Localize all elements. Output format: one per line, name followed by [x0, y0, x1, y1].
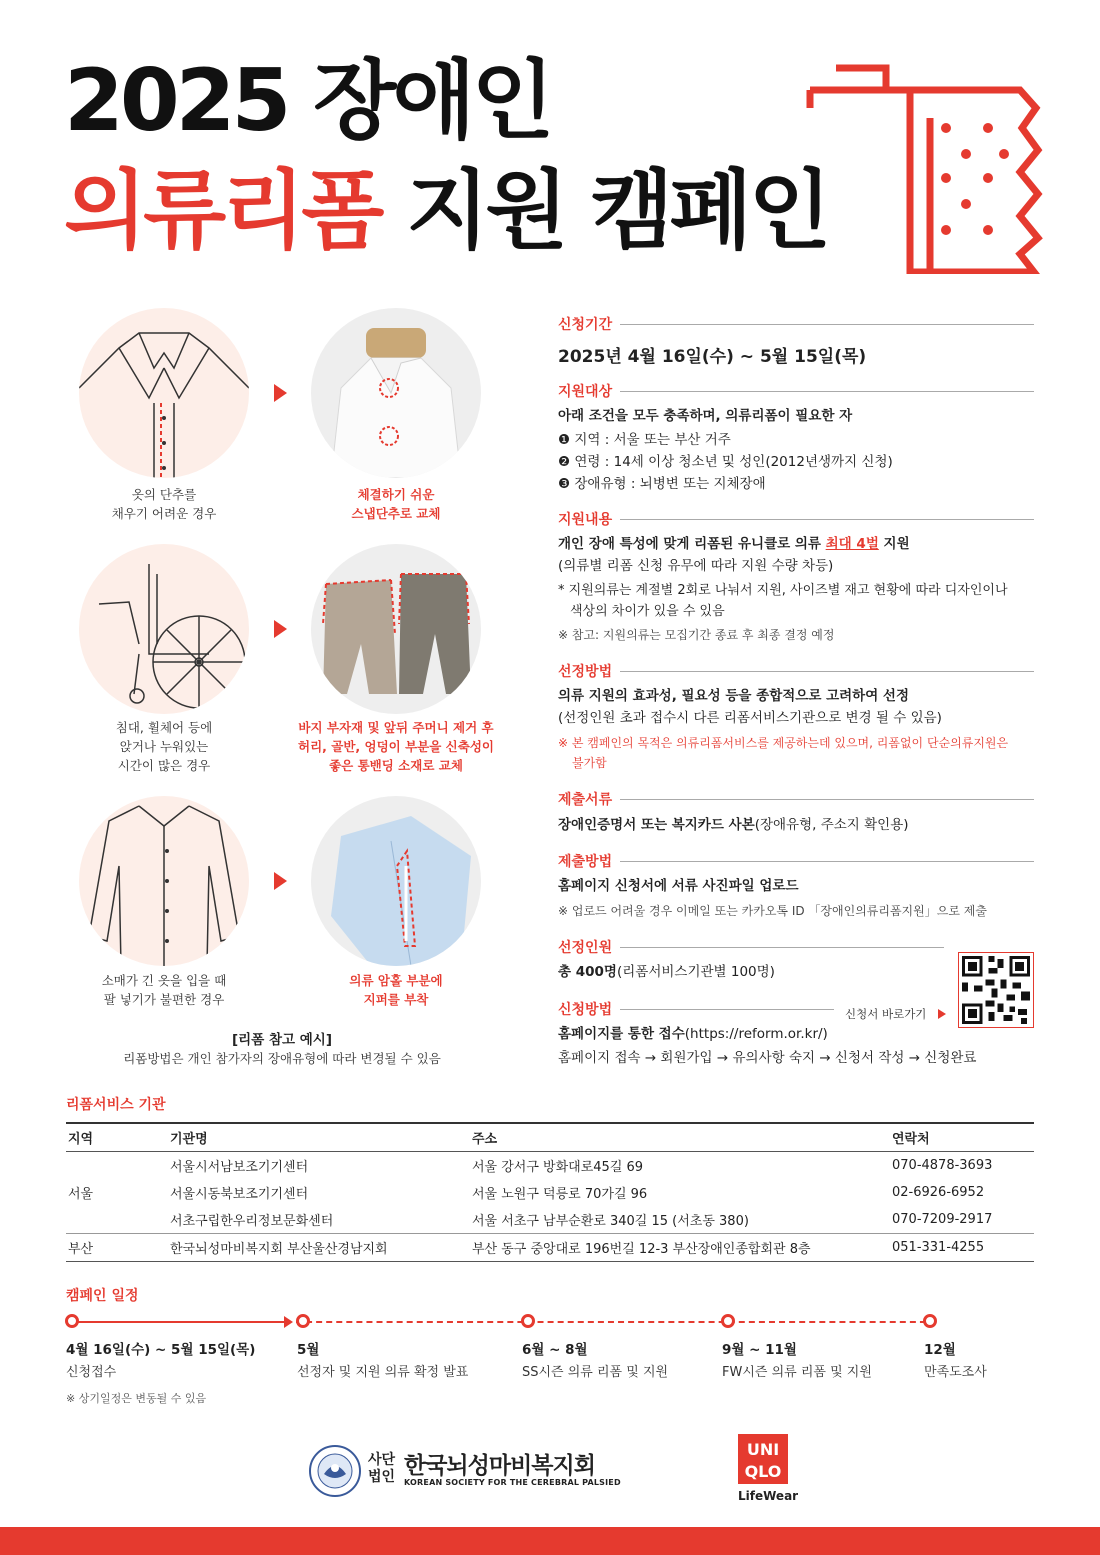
target-item-disability: ❸ 장애유형 : 뇌병변 또는 지체장애	[558, 476, 766, 492]
timeline-arrow-icon	[284, 1316, 293, 1328]
documents-text: 장애인증명서 또는 복지카드 사본(장애유형, 주소지 확인용)	[558, 817, 909, 833]
section-apply-label: 신청방법	[558, 1002, 613, 1018]
address-cell: 부산 동구 중앙대로 196번길 12-3 부산장애인종합회관 8층	[470, 1234, 890, 1262]
table-row	[66, 1206, 1034, 1234]
name-cell: 서울시서남보조기기센터	[170, 1159, 309, 1175]
name-cell: 한국뇌성마비복지회 부산울산경남지회	[168, 1234, 470, 1262]
region-cell: 부산	[66, 1234, 168, 1262]
timeline-date-1: 4월 16일(수) ~ 5월 15일(목)	[66, 1342, 256, 1358]
arrow-right-icon	[274, 384, 287, 402]
services-title: 리폼서비스 기관	[66, 1097, 166, 1113]
timeline-dot	[923, 1314, 937, 1328]
timeline-note: ※ 상기일정은 변동될 수 있음	[66, 1392, 207, 1405]
timeline-solid-line	[72, 1321, 286, 1323]
svg-text:UNI: UNI	[746, 1440, 780, 1459]
timeline-date-4: 9월 ~ 11월	[722, 1342, 797, 1358]
selection-sub: (선정인원 초과 접수시 다른 리폼서비스기관으로 변경 될 수 있음)	[558, 710, 942, 726]
timeline-desc-5: 만족도조사	[924, 1365, 987, 1380]
region-cell: 서울	[66, 1151, 168, 1234]
section-submission-header	[558, 851, 1034, 871]
apply-steps: 홈페이지 접속 → 회원가입 → 유의사항 숙지 → 신청서 작성 → 신청완료	[558, 1050, 977, 1066]
table-row	[66, 1234, 1034, 1262]
uniqlo-logo	[738, 1434, 788, 1484]
zipper-sleeve-photo	[311, 796, 481, 966]
svg-text:QLO: QLO	[744, 1462, 782, 1481]
section-quota-label: 선정인원	[558, 940, 613, 956]
target-item-age: ❷ 연령 : 14세 이상 청소년 및 성인(2012년생까지 신청)	[558, 454, 893, 470]
apply-url[interactable]: (https://reform.or.kr/)	[684, 1026, 828, 1042]
section-submission-label: 제출방법	[558, 854, 613, 870]
timeline-desc-2: 선정자 및 지원 의류 확정 발표	[297, 1365, 469, 1380]
address-cell: 서울 노원구 덕릉로 70가길 96	[472, 1186, 648, 1202]
max-quantity-highlight: 최대 4벌	[825, 536, 879, 552]
table-row	[66, 1179, 1034, 1207]
timeline-date-2: 5월	[297, 1342, 320, 1358]
timeline-date-3: 6월 ~ 8월	[522, 1342, 588, 1358]
timeline-desc-3: SS시즌 의류 리폼 및 지원	[522, 1365, 669, 1380]
title-line-1: 2025 장애인	[64, 51, 551, 151]
section-selection-label: 선정방법	[558, 664, 613, 680]
snap-button-shirt-photo	[311, 308, 481, 478]
timeline-dot	[296, 1314, 310, 1328]
example-1-after-caption: 체결하기 쉬운 스냅단추로 교체	[351, 487, 441, 521]
reference-title: [리폼 참고 예시]	[232, 1032, 332, 1048]
address-cell: 서울 강서구 방화대로45길 69	[472, 1159, 644, 1175]
submission-lead: 홈페이지 신청서에 서류 사진파일 업로드	[558, 878, 799, 894]
timeline-date-5: 12월	[924, 1342, 956, 1358]
example-3-after-caption: 의류 암홀 부분에 지퍼를 부착	[349, 973, 443, 1007]
org-type: 사단 법인	[368, 1452, 396, 1485]
section-documents-label: 제출서류	[558, 792, 613, 808]
section-quota-header	[558, 937, 944, 957]
content-lead: 개인 장애 특성에 맞게 리폼된 유니클로 의류 최대 4벌 지원	[558, 536, 910, 552]
section-apply-header	[558, 999, 834, 1019]
target-lead: 아래 조건을 모두 충족하며, 의류리폼이 필요한 자	[558, 408, 853, 424]
shirt-collar-illustration	[79, 308, 249, 478]
phone-cell: 070-4878-3693	[892, 1157, 993, 1173]
phone-cell: 070-7209-2917	[890, 1206, 1034, 1234]
section-selection-header	[558, 661, 1034, 681]
banded-pants-photo	[311, 544, 481, 714]
selection-note-a: ※ 본 캠페인의 목적은 의류리폼서비스를 제공하는데 있으며, 리폼없이 단순의류지원은	[558, 736, 1009, 750]
section-period-label: 신청기간	[558, 317, 613, 333]
qr-code[interactable]	[958, 952, 1034, 1028]
play-arrow-icon	[938, 1009, 946, 1019]
column-header-phone: 연락처	[890, 1123, 1034, 1151]
arrow-right-icon	[274, 872, 287, 890]
bottom-bar	[0, 1527, 1100, 1555]
services-table	[66, 1122, 1034, 1262]
column-header-address: 주소	[470, 1123, 890, 1151]
title-black-part: 지원 캠페인	[406, 161, 828, 261]
arrow-right-icon	[274, 620, 287, 638]
timeline-desc-1: 신청접수	[66, 1365, 117, 1380]
submission-note: ※ 업로드 어려울 경우 이메일 또는 카카오톡 ID 「장애인의류리폼지원」으로 제출	[558, 904, 987, 918]
kscp-seal-logo	[308, 1444, 362, 1498]
content-note-1b: 색상의 차이가 있을 수 있음	[570, 604, 725, 619]
content-note-2: ※ 참고: 지원의류는 모집기간 종료 후 최종 결정 예정	[558, 628, 835, 642]
shopping-bag-illustration	[806, 58, 1046, 274]
name-cell: 서울시동북보조기기센터	[170, 1186, 309, 1202]
long-sleeve-shirt-illustration	[79, 796, 249, 966]
org-english-name: KOREAN SOCIETY FOR THE CEREBRAL PALSIED	[404, 1478, 621, 1487]
content-sub: (의류별 리폼 신청 유무에 따라 지원 수량 차등)	[558, 558, 834, 574]
apply-form-link[interactable]: 신청서 바로가기	[845, 1007, 927, 1021]
address-cell: 서울 서초구 남부순환로 340길 15 (서초동 380)	[470, 1206, 890, 1234]
wheelchair-illustration	[79, 544, 249, 714]
section-documents-header	[558, 789, 1034, 809]
timeline-dot	[65, 1314, 79, 1328]
lifewear-text: LifeWear	[738, 1489, 799, 1503]
phone-cell: 051-331-4255	[890, 1234, 1034, 1262]
reference-description: 리폼방법은 개인 참가자의 장애유형에 따라 변경될 수 있음	[123, 1051, 441, 1066]
target-item-region: ❶ 지역 : 서울 또는 부산 거주	[558, 432, 731, 448]
section-target-label: 지원대상	[558, 384, 613, 400]
example-2-before-caption: 침대, 휠체어 등에 앉거나 누워있는 시간이 많은 경우	[115, 720, 213, 773]
example-3-before-caption: 소매가 긴 옷을 입을 때 팔 넣기가 불편한 경우	[101, 973, 227, 1007]
timeline-dashed-line	[296, 1321, 936, 1323]
content-note-1a: * 지원의류는 계절별 2회로 나눠서 지원, 사이즈별 재고 현황에 따라 디자인이나	[558, 583, 1008, 598]
selection-lead: 의류 지원의 효과성, 필요성 등을 종합적으로 고려하여 선정	[558, 688, 910, 704]
column-header-region: 지역	[66, 1123, 168, 1151]
timeline-desc-4: FW시즌 의류 리폼 및 지원	[722, 1365, 872, 1380]
example-2-after-caption: 바지 부자재 및 앞뒤 주머니 제거 후 허리, 골반, 엉덩이 부분을 신축성이 좋은 통밴딩 소재로 교체	[298, 720, 494, 773]
section-content-label: 지원내용	[558, 512, 613, 528]
timeline-dot	[521, 1314, 535, 1328]
selection-note-b: 불가함	[572, 756, 607, 770]
section-period-header	[558, 314, 1034, 334]
title-line-2	[64, 161, 828, 261]
column-header-name: 기관명	[168, 1123, 470, 1151]
org-name: 한국뇌성마비복지회	[404, 1453, 595, 1479]
apply-method-text: 홈페이지를 통한 접수(https://reform.or.kr/)	[558, 1026, 828, 1042]
table-header-row	[66, 1123, 1034, 1151]
section-content-header	[558, 509, 1034, 529]
table-row	[66, 1151, 1034, 1179]
timeline-title: 캠페인 일정	[66, 1288, 139, 1304]
section-target-header	[558, 381, 1034, 401]
quota-text: 총 400명(리폼서비스기관별 100명)	[558, 964, 775, 980]
application-period: 2025년 4월 16일(수) ~ 5월 15일(목)	[558, 347, 867, 367]
name-cell: 서초구립한우리정보문화센터	[168, 1206, 470, 1234]
title-red-part: 의류리폼	[64, 161, 381, 261]
phone-cell: 02-6926-6952	[892, 1184, 985, 1200]
timeline-dot	[721, 1314, 735, 1328]
example-1-before-caption: 옷의 단추를 채우기 어려운 경우	[111, 487, 217, 521]
